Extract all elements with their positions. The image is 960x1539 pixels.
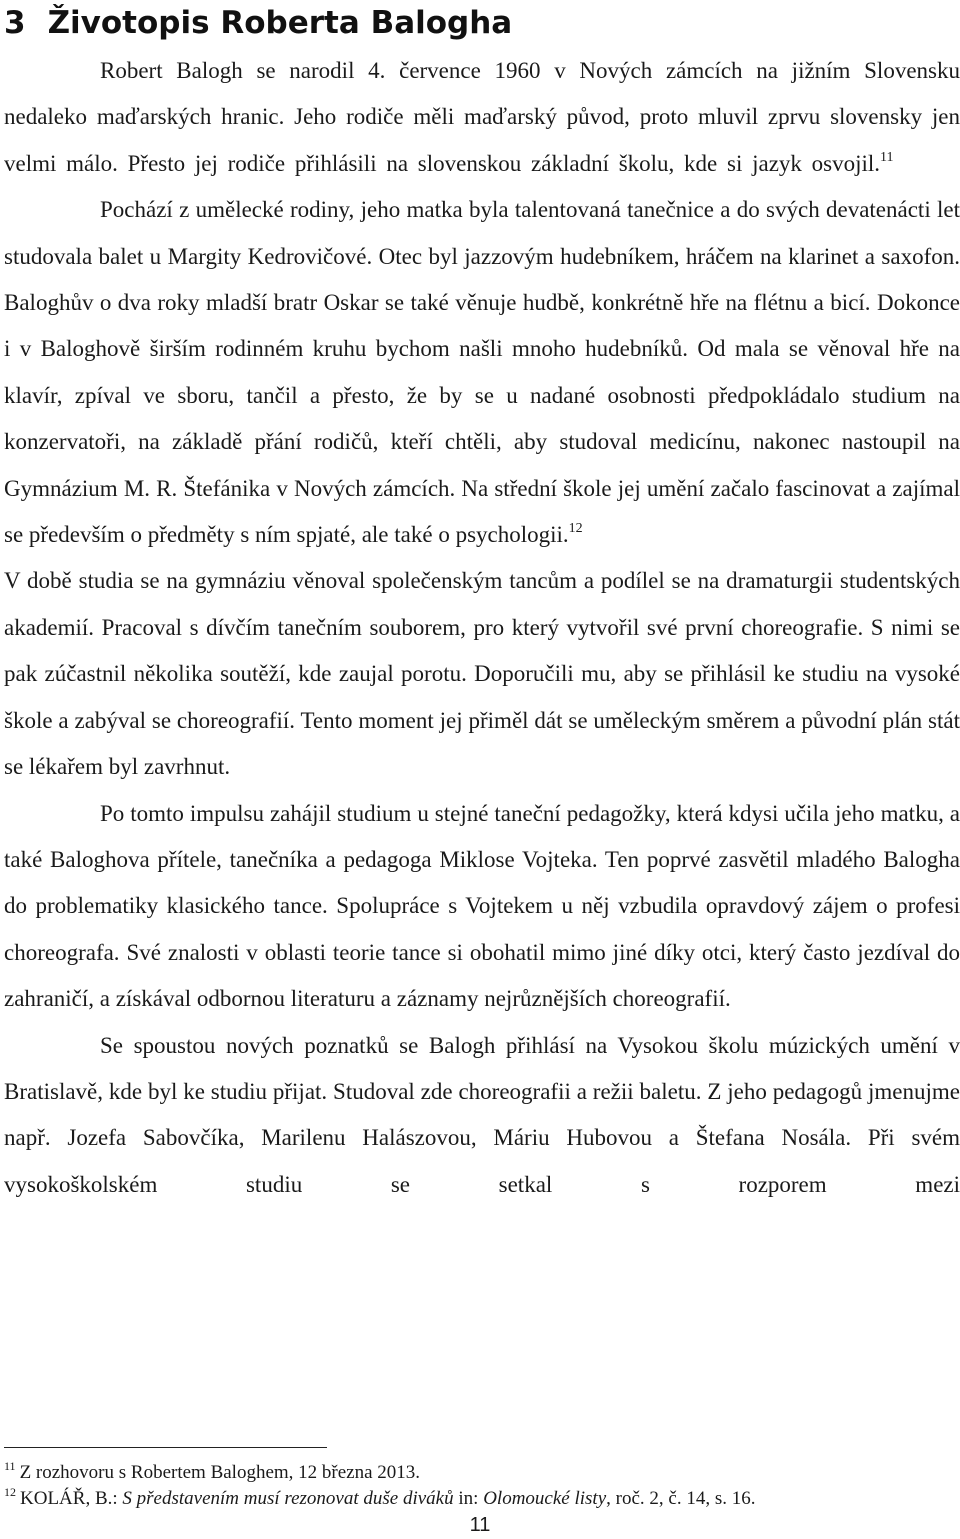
footnote-11: $^{11}$ Z rozhovoru s Robertem Baloghem, 12 března 2013. xyxy=(4,1459,421,1483)
paragraph-5: Se spoustou nových poznatků se Balogh přihlásí na Vysokou školu múzických umění v Bratislavě, kde byl ke studiu přijat. Studoval zde choreografii a režii baletu. Z jeho pedagogů jmenujme např. Jozefa Sabovčíka, Marilenu Halászovou, Máriu Hubovou a Štefana Nosála. Při svém vysokoškolském studiu se setkal s rozporem mezi xyxy=(4,1032,960,1197)
paragraph-3: V době studia se na gymnáziu věnoval společenským tancům a podílel se na dramaturgii studentských akademií. Pracoval s dívčím tanečním souborem, pro který vytvořil své první choreografie. S nimi se pak zúčastnil několika soutěží, kde zaujal porotu. Doporučili mu, aby se přihlásil ke studiu na vysoké škole a zabýval se choreografií. Tento moment jej přiměl dát se uměleckým směrem a původní plán stát se lékařem byl zavrhnut. xyxy=(4,568,960,780)
paragraph-2: Pochází z umělecké rodiny, jeho matka byla talentovaná tanečnice a do svých devatenácti let studovala balet u Margity Kedrovičové. Otec byl jazzovým hudebníkem, hráčem na klarinet a saxofon. Baloghův o dva roky mladší bratr Oskar se také věnuje hudbě, konkrétně hře na flétnu a bicí. Dokonce i v Baloghově širším rodinném kruhu bychom našli mnoho hudebníků. Od mala se věnoval hře na klavír, zpíval ve sboru, tančil a přesto, že by se u nadané osobnosti předpokládalo studium na konzervatoři, na základě přání rodičů, kteří chtěli, aby studoval medicínu, nakonec nastoupil na Gymnázium M. R. Štefánika v Nových zámcích. Na střední škole jej umění začalo fascinovat a zajímal se především o předměty s ním spjaté, ale také o psychologii.$^{12}$ xyxy=(4,197,960,548)
page-number: 11 xyxy=(469,1514,491,1536)
footnote-ref-12: 12 xyxy=(568,521,583,537)
paragraph-1: Robert Balogh se narodil 4. července 1960 v Nových zámcích na jižním Slovensku nedaleko maďarských hranic. Jeho rodiče měli maďarský původ, proto mluvil zprvu slovensky jen velmi málo. Přesto jej rodiče přihlásili na slovenskou základní školu, kde si jazyk osvojil.$^{11}$ xyxy=(4,58,960,176)
chapter-number: 3 xyxy=(4,5,26,41)
footnotes xyxy=(4,1460,960,1512)
body-text xyxy=(4,48,960,1208)
chapter-heading xyxy=(4,0,512,46)
footnote-divider xyxy=(4,1447,327,1448)
paragraph-4: Po tomto impulsu zahájil studium u stejné taneční pedagožky, která kdysi učila jeho matku, a také Baloghova přítele, tanečníka a pedagoga Miklose Vojteka. Ten poprvé zasvětil mladého Balogha do problematiky klasického tance. Spolupráce s Vojtekem u něj vzbudila opravdový zájem o profesi choreografa. Své znalosti v oblasti teorie tance si obohatil mimo jiné díky otci, který často jezdíval do zahraničí, a získával odbornou literaturu a záznamy nejrůznějších choreografií. xyxy=(4,800,960,1012)
chapter-title: Životopis Roberta Balogha xyxy=(47,5,513,41)
footnote-ref-11: 11 xyxy=(880,149,894,165)
footnote-12-title: S představením musí rezonovat duše diváků xyxy=(122,1488,454,1509)
footnote-12: $^{12}$ KOLÁŘ, B.: S představením musí rezonovat duše diváků in: Olomoucké listy, roč. 2, č. 14, s. 16. xyxy=(4,1485,756,1509)
footnote-12-source: Olomoucké listy xyxy=(483,1488,607,1509)
